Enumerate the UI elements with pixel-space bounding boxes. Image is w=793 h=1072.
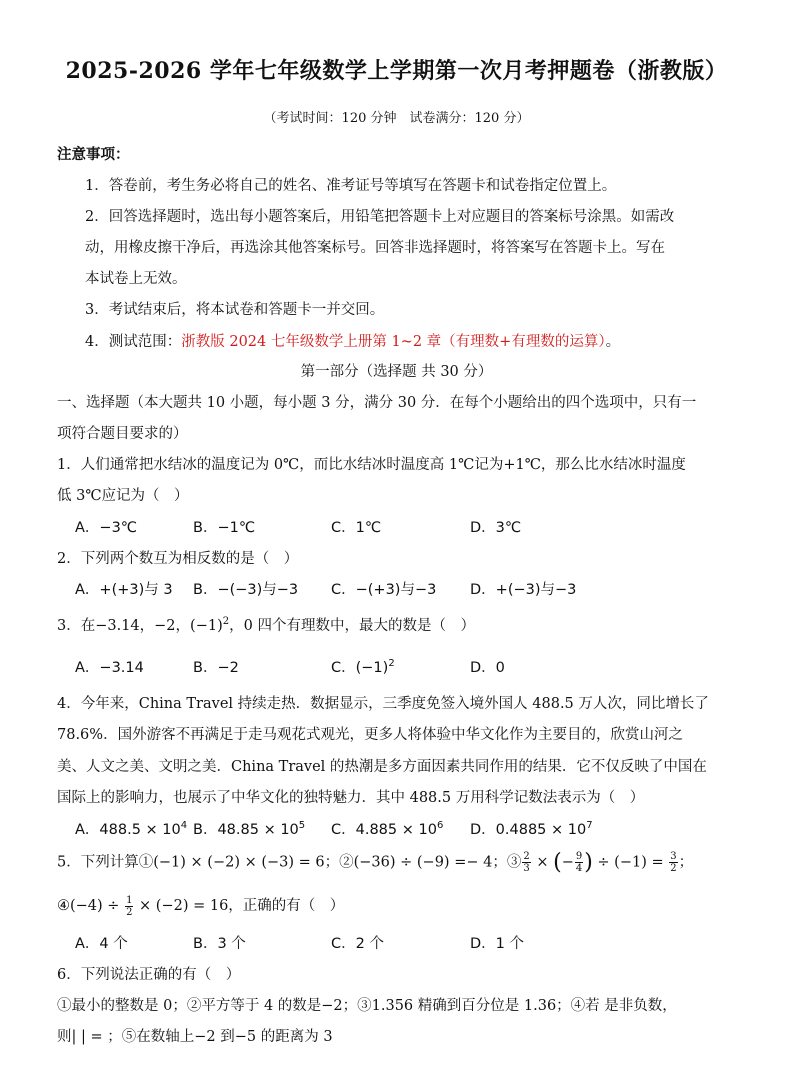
q3-stem	[57, 614, 475, 635]
q2-option-c: C．−(+3)与−3	[331, 582, 437, 598]
q4-option-d	[470, 818, 593, 839]
notes-heading: 注意事项：	[57, 147, 130, 163]
q5-option-b: B．3 个	[193, 936, 246, 952]
q4-option-c-exponent: 6	[436, 820, 444, 832]
q3-option-d: D．0	[470, 660, 505, 676]
q4-option-d-exponent: 7	[586, 820, 593, 832]
q4-stem-line-1: 4．今年来，China Travel 持续走热．数据显示，三季度免签入境外国人 488.5 万人次，同比增长了	[57, 696, 709, 712]
q5-paren-open: (	[553, 850, 562, 875]
q1-option-a: A．−3℃	[75, 520, 138, 536]
q4-stem-line-3: 美、人文之美、文明之美．China Travel 的热潮是多方面因素共同作用的结果．它不仅反映了中国在	[57, 759, 707, 775]
q4-option-b	[193, 818, 305, 839]
q5-fraction-1: $\frac{2}{3}$	[523, 851, 530, 874]
note-4	[85, 330, 620, 351]
q5-option-a: A．4 个	[75, 936, 128, 952]
q4-option-c	[331, 818, 443, 839]
q4-option-d-base: D．0.4885 × 10	[470, 822, 587, 838]
note-2-line-2: 动，用橡皮擦干净后，再选涂其他答案标号。回答非选择题时，将答案写在答题卡上。写在	[85, 240, 665, 256]
q3-option-c-exponent: 2	[388, 658, 395, 670]
note-3: 3．考试结束后，将本试卷和答题卡一并交回。	[85, 302, 385, 318]
q3-exponent: 2	[222, 616, 230, 628]
q5-stem-line-2	[57, 894, 344, 918]
q5-paren-close: )	[584, 850, 593, 875]
q4-option-a-exponent: 4	[180, 820, 188, 832]
q1-option-c: C．1℃	[331, 520, 382, 536]
q5-option-c: C．2 个	[331, 936, 384, 952]
q3-option-c	[331, 656, 395, 677]
q6-statements-line-1: ①最小的整数是 0；②平方等于 4 的数是−2；③1.356 精确到百分位是 1.36；④若 是非负数，	[57, 998, 677, 1014]
part1-heading: 第一部分（选择题 共 30 分）	[300, 364, 493, 380]
q1-option-d: D．3℃	[470, 520, 522, 536]
q6-statements-line-2: 则| | = ；⑤在数轴上−2 到−5 的距离为 3	[57, 1029, 333, 1045]
q4-option-b-base: B．48.85 × 10	[193, 822, 299, 838]
q5-part-5: ；	[678, 854, 694, 871]
q4-option-a	[75, 818, 187, 839]
q1-stem-line-2: 低 3℃应记为（ ）	[57, 488, 189, 504]
q4-option-b-exponent: 5	[298, 820, 306, 832]
q6-stem: 6．下列说法正确的有（ ）	[57, 967, 241, 983]
q5-fraction-4: $\frac{1}{2}$	[126, 894, 133, 918]
q5-fraction-3: $\frac{3}{2}$	[670, 851, 677, 874]
q5-part-3: −	[561, 854, 574, 871]
section-1-line-2: 项符合题目要求的）	[57, 426, 188, 442]
q3-option-a: A．−3.14	[75, 660, 144, 676]
q3-stem-part-2: ，0 四个有理数中，最大的数是（ ）	[229, 618, 475, 634]
q5-stem-line-1	[57, 850, 693, 875]
q5-part-1: 5．下列计算①(−1) × (−2) × (−3) = 6；②(−36) ÷ (−9) =− 4；③	[57, 854, 522, 871]
note-2-line-3: 本试卷上无效。	[85, 271, 187, 287]
q4-option-c-base: C．4.885 × 10	[331, 822, 437, 838]
q2-option-d: D．+(−3)与−3	[470, 582, 577, 598]
q4-stem-line-2: 78.6%．国外游客不再满足于走马观花式观光，更多人将体验中华文化作为主要目的，欣赏山河之	[57, 727, 684, 743]
exam-title: 2025-2026 学年七年级数学上学期第一次月考押题卷（浙教版）	[65, 58, 728, 84]
exam-subtitle: （考试时间：120 分钟 试卷满分：120 分）	[263, 111, 530, 126]
q5-part-4: ÷ (−1) =	[592, 854, 669, 871]
q5-line-2-part-1: ④(−4) ÷	[57, 898, 125, 914]
q3-stem-part-1: 3．在−3.14，−2，(−1)	[57, 618, 223, 634]
note-4-suffix: 。	[605, 334, 621, 350]
q1-option-b: B．−1℃	[193, 520, 256, 536]
q3-option-c-base: C．(−1)	[331, 660, 389, 676]
q2-stem: 2．下列两个数互为相反数的是（ ）	[57, 551, 299, 567]
note-1: 1．答卷前，考生务必将自己的姓名、准考证号等填写在答题卡和试卷指定位置上。	[85, 178, 617, 194]
q1-stem-line-1: 1．人们通常把水结冰的温度记为 0℃，而比水结冰时温度高 1℃记为+1℃，那么比水结冰时温度	[57, 457, 686, 473]
section-1-line-1: 一、选择题（本大题共 10 小题，每小题 3 分，满分 30 分．在每个小题给出的四个选项中，只有一	[57, 395, 697, 411]
q5-line-2-part-2: × (−2) = 16，正确的有（ ）	[134, 898, 345, 914]
q2-option-a: A．+(+3)与 3	[75, 582, 173, 598]
test-range: 浙教版 2024 七年级数学上册第 1~2 章（有理数+有理数的运算）	[181, 334, 606, 350]
q5-option-d: D．1 个	[470, 936, 524, 952]
q4-option-a-base: A．488.5 × 10	[75, 822, 181, 838]
q3-option-b: B．−2	[193, 660, 239, 676]
note-2-line-1: 2．回答选择题时，选出每小题答案后，用铅笔把答题卡上对应题目的答案标号涂黑。如需改	[85, 209, 675, 225]
note-4-prefix: 4．测试范围：	[85, 334, 182, 350]
q5-fraction-2: $\frac{9}{4}$	[575, 851, 583, 874]
q4-stem-line-4: 国际上的影响力，也展示了中华文化的独特魅力．其中 488.5 万用科学记数法表示为（ ）	[57, 790, 645, 806]
q2-option-b: B．−(−3)与−3	[193, 582, 299, 598]
q5-part-2: ×	[531, 854, 554, 871]
